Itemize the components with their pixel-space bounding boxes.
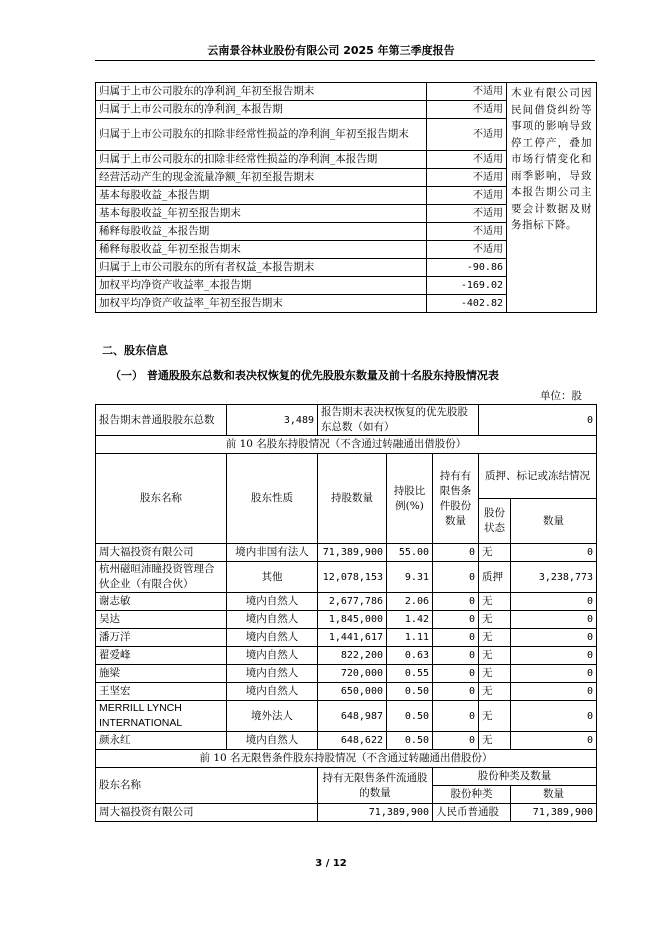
holder-name: 翟爱峰 <box>96 647 227 665</box>
holder-ratio: 0.50 <box>387 732 433 750</box>
row-label: 加权平均净资产收益率_年初至报告期末 <box>96 295 427 313</box>
holder-name: 王坚宏 <box>96 683 227 701</box>
col-header-restricted: 持有有限售条件股份数量 <box>433 454 479 544</box>
holder-nature: 境内自然人 <box>227 732 318 750</box>
table-row <box>96 593 597 611</box>
holder-status: 无 <box>479 701 511 732</box>
holder-name: 周大福投资有限公司 <box>96 544 227 562</box>
row-value: -402.82 <box>427 295 507 313</box>
holder-name: 吴达 <box>96 611 227 629</box>
holder-ratio: 0.63 <box>387 647 433 665</box>
holder-nature: 其他 <box>227 562 318 593</box>
row-label: 加权平均净资产收益率_本报告期 <box>96 277 427 295</box>
holder-name: 颜永红 <box>96 732 227 750</box>
col-header-ratio: 持股比例(%) <box>387 454 433 544</box>
pref-holders-label: 报告期末表决权恢复的优先股股东总数（如有） <box>318 405 479 436</box>
row-label: 基本每股收益_年初至报告期末 <box>96 205 427 223</box>
row-label: 归属于上市公司股东的扣除非经常性损益的净利润_年初至报告期末 <box>96 119 427 151</box>
table-row <box>96 436 597 454</box>
subsection-title: （一） 普通股股东总数和表决权恢复的优先股股东数量及前十名股东持股情况表 <box>110 369 499 382</box>
holder-shares: 648,622 <box>318 732 387 750</box>
holder-ratio: 0.50 <box>387 701 433 732</box>
holder-nature: 境内自然人 <box>227 683 318 701</box>
total-holders-value: 3,489 <box>227 405 318 436</box>
holder-status: 无 <box>479 593 511 611</box>
table-row <box>96 83 597 101</box>
holder-shares: 650,000 <box>318 683 387 701</box>
table-row <box>96 611 597 629</box>
holder-amount: 0 <box>511 611 597 629</box>
financial-data-table <box>95 82 597 313</box>
holder-status: 无 <box>479 732 511 750</box>
holder-ratio: 0.55 <box>387 665 433 683</box>
holder-shares: 12,078,153 <box>318 562 387 593</box>
col-header-amount: 数量 <box>511 786 597 804</box>
page-number: 3 / 12 <box>315 858 347 869</box>
holder-nature: 境内非国有法人 <box>227 544 318 562</box>
holder-restricted: 0 <box>433 732 479 750</box>
row-value: 不适用 <box>427 169 507 187</box>
holder-shares: 1,441,617 <box>318 629 387 647</box>
holder-name: 施梁 <box>96 665 227 683</box>
holder-restricted: 0 <box>433 544 479 562</box>
holder-amount: 0 <box>511 732 597 750</box>
unrestricted-type: 人民币普通股 <box>433 804 511 822</box>
holder-ratio: 0.50 <box>387 683 433 701</box>
table-row <box>96 750 597 768</box>
unrestricted-name: 周大福投资有限公司 <box>96 804 318 822</box>
row-value: 不适用 <box>427 151 507 169</box>
total-holders-label: 报告期末普通股股东总数 <box>96 405 227 436</box>
table-row <box>96 647 597 665</box>
financial-note: 木业有限公司因民间借贷纠纷等事项的影响导致停工停产，叠加市场行情变化和雨季影响，导致本报告期公司主要会计数据及财务指标下降。 <box>507 83 597 313</box>
section-title: 二、股东信息 <box>102 344 168 357</box>
shareholders-table <box>95 404 597 822</box>
col-header-name: 股东名称 <box>96 454 227 544</box>
holder-status: 无 <box>479 629 511 647</box>
col-header-type-group: 股份种类及数量 <box>433 768 597 786</box>
holder-restricted: 0 <box>433 593 479 611</box>
pref-holders-value: 0 <box>479 405 597 436</box>
holder-status: 无 <box>479 647 511 665</box>
table-row <box>96 804 597 822</box>
holder-status: 质押 <box>479 562 511 593</box>
holder-restricted: 0 <box>433 611 479 629</box>
holder-ratio: 2.06 <box>387 593 433 611</box>
row-label: 归属于上市公司股东的净利润_年初至报告期末 <box>96 83 427 101</box>
row-label: 归属于上市公司股东的扣除非经常性损益的净利润_本报告期 <box>96 151 427 169</box>
table-row <box>96 683 597 701</box>
row-value: 不适用 <box>427 223 507 241</box>
holder-amount: 0 <box>511 665 597 683</box>
table-row <box>96 629 597 647</box>
row-label: 基本每股收益_本报告期 <box>96 187 427 205</box>
header-divider <box>95 60 595 61</box>
table-header-row <box>96 454 597 499</box>
holder-nature: 境内自然人 <box>227 665 318 683</box>
row-label: 归属于上市公司股东的净利润_本报告期 <box>96 101 427 119</box>
col-header-nature: 股东性质 <box>227 454 318 544</box>
holder-nature: 境内自然人 <box>227 629 318 647</box>
holder-amount: 0 <box>511 629 597 647</box>
holder-status: 无 <box>479 665 511 683</box>
holder-shares: 1,845,000 <box>318 611 387 629</box>
holder-restricted: 0 <box>433 665 479 683</box>
col-header-shares: 持股数量 <box>318 454 387 544</box>
page-header: 云南景谷林业股份有限公司 2025 年第三季度报告 <box>207 44 455 57</box>
table-row <box>96 701 597 732</box>
holder-restricted: 0 <box>433 701 479 732</box>
holder-name: 谢志敏 <box>96 593 227 611</box>
col-header-pledge-amount: 数量 <box>511 499 597 544</box>
holder-amount: 0 <box>511 647 597 665</box>
holder-amount: 3,238,773 <box>511 562 597 593</box>
holder-amount: 0 <box>511 544 597 562</box>
holder-amount: 0 <box>511 593 597 611</box>
holder-name: 杭州磁晅沛瞳投资管理合伙企业（有限合伙） <box>96 562 227 593</box>
holder-status: 无 <box>479 544 511 562</box>
holder-shares: 648,987 <box>318 701 387 732</box>
table-row <box>96 544 597 562</box>
holder-restricted: 0 <box>433 683 479 701</box>
holder-ratio: 55.00 <box>387 544 433 562</box>
row-label: 经营活动产生的现金流量净额_年初至报告期末 <box>96 169 427 187</box>
row-label: 归属于上市公司股东的所有者权益_本报告期末 <box>96 259 427 277</box>
holder-restricted: 0 <box>433 629 479 647</box>
holder-restricted: 0 <box>433 562 479 593</box>
holder-amount: 0 <box>511 683 597 701</box>
table-row <box>96 405 597 436</box>
holder-nature: 境内自然人 <box>227 593 318 611</box>
row-value: -169.02 <box>427 277 507 295</box>
holder-status: 无 <box>479 611 511 629</box>
col-header-unrestricted-name: 股东名称 <box>96 768 318 804</box>
table-row <box>96 562 597 593</box>
col-header-pledge-status: 股份状态 <box>479 499 511 544</box>
holder-restricted: 0 <box>433 647 479 665</box>
row-value: 不适用 <box>427 241 507 259</box>
unit-note: 单位：股 <box>540 390 582 402</box>
row-value: 不适用 <box>427 205 507 223</box>
holder-nature: 境内自然人 <box>227 611 318 629</box>
col-header-unrestricted-count: 持有无限售条件流通股的数量 <box>318 768 433 804</box>
holder-name: MERRILL LYNCH INTERNATIONAL <box>96 701 227 732</box>
holder-shares: 822,200 <box>318 647 387 665</box>
holder-shares: 2,677,786 <box>318 593 387 611</box>
table-header-row <box>96 768 597 786</box>
holder-nature: 境外法人 <box>227 701 318 732</box>
table-row <box>96 665 597 683</box>
row-value: 不适用 <box>427 101 507 119</box>
row-value: 不适用 <box>427 83 507 101</box>
col-header-type: 股份种类 <box>433 786 511 804</box>
holder-amount: 0 <box>511 701 597 732</box>
top10-title: 前 10 名股东持股情况（不含通过转融通出借股份） <box>96 436 597 454</box>
holder-shares: 720,000 <box>318 665 387 683</box>
holder-ratio: 1.11 <box>387 629 433 647</box>
unrestricted-count: 71,389,900 <box>318 804 433 822</box>
col-header-pledge: 质押、标记或冻结情况 <box>479 454 597 499</box>
holder-ratio: 9.31 <box>387 562 433 593</box>
holder-nature: 境内自然人 <box>227 647 318 665</box>
row-value: 不适用 <box>427 119 507 151</box>
table-row <box>96 732 597 750</box>
unrestricted-amount: 71,389,900 <box>511 804 597 822</box>
row-value: 不适用 <box>427 187 507 205</box>
row-value: -90.86 <box>427 259 507 277</box>
holder-name: 潘万洋 <box>96 629 227 647</box>
holder-shares: 71,389,900 <box>318 544 387 562</box>
holder-status: 无 <box>479 683 511 701</box>
row-label: 稀释每股收益_年初至报告期末 <box>96 241 427 259</box>
holder-ratio: 1.42 <box>387 611 433 629</box>
row-label: 稀释每股收益_本报告期 <box>96 223 427 241</box>
unrestricted-title: 前 10 名无限售条件股东持股情况（不含通过转融通出借股份） <box>96 750 597 768</box>
